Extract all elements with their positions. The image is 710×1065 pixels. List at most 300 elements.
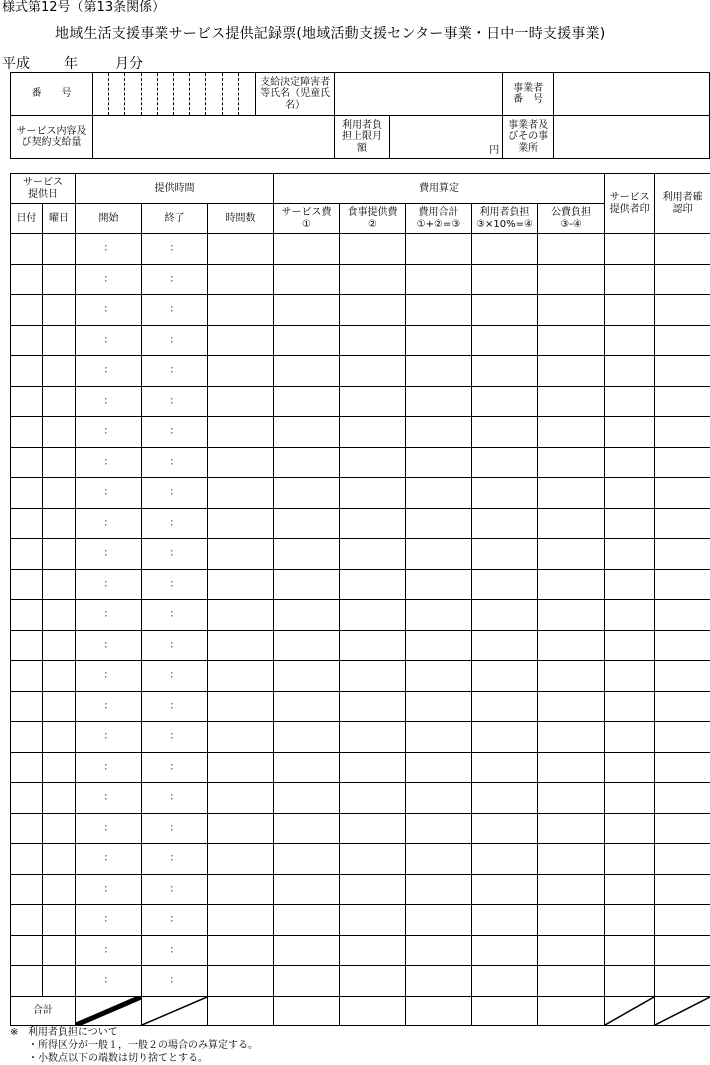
public-share-cell[interactable] <box>538 783 605 814</box>
service-fee-cell[interactable] <box>274 264 340 295</box>
weekday-cell[interactable] <box>43 386 76 417</box>
provider-seal-cell[interactable] <box>605 691 655 722</box>
total-fee-cell[interactable] <box>406 569 472 600</box>
provider-seal-cell[interactable] <box>605 295 655 326</box>
start-time-cell[interactable] <box>76 783 142 814</box>
total-fee-cell[interactable] <box>406 417 472 448</box>
user-share-cell[interactable] <box>472 600 538 631</box>
user-seal-cell[interactable] <box>655 783 710 814</box>
meal-fee-cell[interactable] <box>340 295 406 326</box>
total-fee-cell[interactable] <box>406 600 472 631</box>
total-fee-cell[interactable] <box>406 356 472 387</box>
user-seal-cell[interactable] <box>655 874 710 905</box>
provider-seal-cell[interactable] <box>605 234 655 265</box>
user-share-cell[interactable] <box>472 234 538 265</box>
day-cell[interactable] <box>11 691 43 722</box>
provider-seal-cell[interactable] <box>605 264 655 295</box>
total-fee-cell[interactable] <box>406 630 472 661</box>
hours-cell[interactable] <box>208 478 274 509</box>
service-fee-cell[interactable] <box>274 935 340 966</box>
end-time-cell[interactable] <box>142 539 208 570</box>
start-time-cell[interactable] <box>76 295 142 326</box>
meal-fee-cell[interactable] <box>340 813 406 844</box>
weekday-cell[interactable] <box>43 691 76 722</box>
number-digit-box[interactable] <box>125 73 141 116</box>
service-fee-cell[interactable] <box>274 295 340 326</box>
number-digit-box[interactable] <box>222 73 238 116</box>
public-share-cell[interactable] <box>538 600 605 631</box>
start-time-cell[interactable] <box>76 661 142 692</box>
meal-fee-cell[interactable] <box>340 356 406 387</box>
hours-cell[interactable] <box>208 386 274 417</box>
user-seal-cell[interactable] <box>655 295 710 326</box>
weekday-cell[interactable] <box>43 783 76 814</box>
day-cell[interactable] <box>11 539 43 570</box>
user-seal-cell[interactable] <box>655 722 710 753</box>
user-seal-cell[interactable] <box>655 661 710 692</box>
provider-seal-cell[interactable] <box>605 508 655 539</box>
meal-fee-cell[interactable] <box>340 478 406 509</box>
hours-cell[interactable] <box>208 813 274 844</box>
end-time-cell[interactable] <box>142 356 208 387</box>
total-fee-cell[interactable] <box>406 264 472 295</box>
meal-fee-cell[interactable] <box>340 935 406 966</box>
user-share-cell[interactable] <box>472 661 538 692</box>
start-time-cell[interactable] <box>76 417 142 448</box>
number-digit-box[interactable] <box>109 73 125 116</box>
day-cell[interactable] <box>11 935 43 966</box>
end-time-cell[interactable] <box>142 264 208 295</box>
start-time-cell[interactable] <box>76 356 142 387</box>
hours-cell[interactable] <box>208 600 274 631</box>
weekday-cell[interactable] <box>43 356 76 387</box>
end-time-cell[interactable] <box>142 630 208 661</box>
service-fee-cell[interactable] <box>274 478 340 509</box>
number-digit-box[interactable] <box>157 73 173 116</box>
user-share-cell[interactable] <box>472 783 538 814</box>
meal-fee-cell[interactable] <box>340 539 406 570</box>
start-time-cell[interactable] <box>76 508 142 539</box>
user-seal-cell[interactable] <box>655 691 710 722</box>
weekday-cell[interactable] <box>43 417 76 448</box>
end-time-cell[interactable] <box>142 478 208 509</box>
user-burden-field[interactable] <box>389 116 502 159</box>
provider-seal-cell[interactable] <box>605 783 655 814</box>
weekday-cell[interactable] <box>43 478 76 509</box>
hours-cell[interactable] <box>208 752 274 783</box>
provider-number-field[interactable] <box>553 73 709 116</box>
day-cell[interactable] <box>11 844 43 875</box>
start-time-cell[interactable] <box>76 813 142 844</box>
meal-fee-cell[interactable] <box>340 874 406 905</box>
public-share-cell[interactable] <box>538 752 605 783</box>
public-share-cell[interactable] <box>538 966 605 997</box>
total-fee-cell[interactable] <box>406 935 472 966</box>
end-time-cell[interactable] <box>142 966 208 997</box>
day-cell[interactable] <box>11 661 43 692</box>
weekday-cell[interactable] <box>43 295 76 326</box>
provider-seal-cell[interactable] <box>605 630 655 661</box>
public-share-cell[interactable] <box>538 264 605 295</box>
weekday-cell[interactable] <box>43 508 76 539</box>
meal-fee-cell[interactable] <box>340 447 406 478</box>
hours-cell[interactable] <box>208 905 274 936</box>
meal-fee-cell[interactable] <box>340 691 406 722</box>
provider-seal-cell[interactable] <box>605 539 655 570</box>
day-cell[interactable] <box>11 386 43 417</box>
public-share-cell[interactable] <box>538 691 605 722</box>
sum-hours-cell[interactable] <box>208 996 274 1025</box>
weekday-cell[interactable] <box>43 844 76 875</box>
start-time-cell[interactable] <box>76 600 142 631</box>
hours-cell[interactable] <box>208 508 274 539</box>
end-time-cell[interactable] <box>142 844 208 875</box>
hours-cell[interactable] <box>208 844 274 875</box>
meal-fee-cell[interactable] <box>340 569 406 600</box>
day-cell[interactable] <box>11 722 43 753</box>
end-time-cell[interactable] <box>142 295 208 326</box>
user-share-cell[interactable] <box>472 630 538 661</box>
number-digit-box[interactable] <box>93 73 109 116</box>
provider-seal-cell[interactable] <box>605 813 655 844</box>
user-seal-cell[interactable] <box>655 813 710 844</box>
number-digit-box[interactable] <box>206 73 222 116</box>
service-fee-cell[interactable] <box>274 783 340 814</box>
meal-fee-cell[interactable] <box>340 630 406 661</box>
end-time-cell[interactable] <box>142 722 208 753</box>
user-seal-cell[interactable] <box>655 966 710 997</box>
meal-fee-cell[interactable] <box>340 844 406 875</box>
sum-service-fee-cell[interactable] <box>274 996 340 1025</box>
total-fee-cell[interactable] <box>406 783 472 814</box>
user-seal-cell[interactable] <box>655 356 710 387</box>
end-time-cell[interactable] <box>142 569 208 600</box>
start-time-cell[interactable] <box>76 234 142 265</box>
public-share-cell[interactable] <box>538 356 605 387</box>
provider-seal-cell[interactable] <box>605 752 655 783</box>
weekday-cell[interactable] <box>43 447 76 478</box>
user-seal-cell[interactable] <box>655 325 710 356</box>
public-share-cell[interactable] <box>538 539 605 570</box>
start-time-cell[interactable] <box>76 722 142 753</box>
total-fee-cell[interactable] <box>406 508 472 539</box>
hours-cell[interactable] <box>208 295 274 326</box>
end-time-cell[interactable] <box>142 752 208 783</box>
day-cell[interactable] <box>11 234 43 265</box>
number-digit-box[interactable] <box>190 73 206 116</box>
public-share-cell[interactable] <box>538 478 605 509</box>
service-fee-cell[interactable] <box>274 508 340 539</box>
provider-seal-cell[interactable] <box>605 600 655 631</box>
service-fee-cell[interactable] <box>274 661 340 692</box>
user-share-cell[interactable] <box>472 935 538 966</box>
public-share-cell[interactable] <box>538 386 605 417</box>
user-seal-cell[interactable] <box>655 935 710 966</box>
start-time-cell[interactable] <box>76 386 142 417</box>
weekday-cell[interactable] <box>43 935 76 966</box>
user-seal-cell[interactable] <box>655 905 710 936</box>
start-time-cell[interactable] <box>76 752 142 783</box>
user-seal-cell[interactable] <box>655 539 710 570</box>
weekday-cell[interactable] <box>43 539 76 570</box>
user-share-cell[interactable] <box>472 386 538 417</box>
provider-seal-cell[interactable] <box>605 722 655 753</box>
public-share-cell[interactable] <box>538 813 605 844</box>
hours-cell[interactable] <box>208 447 274 478</box>
service-fee-cell[interactable] <box>274 813 340 844</box>
number-digit-box[interactable] <box>174 73 190 116</box>
total-fee-cell[interactable] <box>406 295 472 326</box>
total-fee-cell[interactable] <box>406 874 472 905</box>
provider-seal-cell[interactable] <box>605 478 655 509</box>
weekday-cell[interactable] <box>43 874 76 905</box>
total-fee-cell[interactable] <box>406 234 472 265</box>
weekday-cell[interactable] <box>43 325 76 356</box>
day-cell[interactable] <box>11 417 43 448</box>
hours-cell[interactable] <box>208 691 274 722</box>
service-fee-cell[interactable] <box>274 722 340 753</box>
hours-cell[interactable] <box>208 966 274 997</box>
provider-seal-cell[interactable] <box>605 325 655 356</box>
end-time-cell[interactable] <box>142 447 208 478</box>
user-share-cell[interactable] <box>472 508 538 539</box>
hours-cell[interactable] <box>208 783 274 814</box>
service-fee-cell[interactable] <box>274 874 340 905</box>
end-time-cell[interactable] <box>142 325 208 356</box>
weekday-cell[interactable] <box>43 661 76 692</box>
user-share-cell[interactable] <box>472 874 538 905</box>
public-share-cell[interactable] <box>538 844 605 875</box>
start-time-cell[interactable] <box>76 691 142 722</box>
user-share-cell[interactable] <box>472 813 538 844</box>
hours-cell[interactable] <box>208 661 274 692</box>
meal-fee-cell[interactable] <box>340 264 406 295</box>
hours-cell[interactable] <box>208 234 274 265</box>
provider-seal-cell[interactable] <box>605 935 655 966</box>
total-fee-cell[interactable] <box>406 691 472 722</box>
provider-seal-cell[interactable] <box>605 905 655 936</box>
public-share-cell[interactable] <box>538 325 605 356</box>
user-seal-cell[interactable] <box>655 752 710 783</box>
weekday-cell[interactable] <box>43 752 76 783</box>
day-cell[interactable] <box>11 752 43 783</box>
user-share-cell[interactable] <box>472 844 538 875</box>
service-fee-cell[interactable] <box>274 905 340 936</box>
service-fee-cell[interactable] <box>274 386 340 417</box>
start-time-cell[interactable] <box>76 966 142 997</box>
meal-fee-cell[interactable] <box>340 905 406 936</box>
total-fee-cell[interactable] <box>406 966 472 997</box>
hours-cell[interactable] <box>208 874 274 905</box>
weekday-cell[interactable] <box>43 264 76 295</box>
total-fee-cell[interactable] <box>406 661 472 692</box>
weekday-cell[interactable] <box>43 722 76 753</box>
end-time-cell[interactable] <box>142 508 208 539</box>
user-seal-cell[interactable] <box>655 417 710 448</box>
weekday-cell[interactable] <box>43 813 76 844</box>
end-time-cell[interactable] <box>142 600 208 631</box>
public-share-cell[interactable] <box>538 234 605 265</box>
weekday-cell[interactable] <box>43 630 76 661</box>
provider-seal-cell[interactable] <box>605 874 655 905</box>
start-time-cell[interactable] <box>76 935 142 966</box>
public-share-cell[interactable] <box>538 417 605 448</box>
sum-user-share-cell[interactable] <box>472 996 538 1025</box>
day-cell[interactable] <box>11 478 43 509</box>
meal-fee-cell[interactable] <box>340 966 406 997</box>
start-time-cell[interactable] <box>76 905 142 936</box>
hours-cell[interactable] <box>208 325 274 356</box>
meal-fee-cell[interactable] <box>340 234 406 265</box>
public-share-cell[interactable] <box>538 569 605 600</box>
meal-fee-cell[interactable] <box>340 386 406 417</box>
user-share-cell[interactable] <box>472 539 538 570</box>
start-time-cell[interactable] <box>76 325 142 356</box>
user-share-cell[interactable] <box>472 478 538 509</box>
weekday-cell[interactable] <box>43 905 76 936</box>
day-cell[interactable] <box>11 356 43 387</box>
day-cell[interactable] <box>11 569 43 600</box>
meal-fee-cell[interactable] <box>340 508 406 539</box>
service-fee-cell[interactable] <box>274 630 340 661</box>
weekday-cell[interactable] <box>43 569 76 600</box>
user-seal-cell[interactable] <box>655 386 710 417</box>
public-share-cell[interactable] <box>538 722 605 753</box>
user-seal-cell[interactable] <box>655 447 710 478</box>
end-time-cell[interactable] <box>142 874 208 905</box>
hours-cell[interactable] <box>208 630 274 661</box>
weekday-cell[interactable] <box>43 600 76 631</box>
provider-office-field[interactable] <box>553 116 709 159</box>
day-cell[interactable] <box>11 630 43 661</box>
hours-cell[interactable] <box>208 356 274 387</box>
provider-seal-cell[interactable] <box>605 966 655 997</box>
end-time-cell[interactable] <box>142 691 208 722</box>
provider-seal-cell[interactable] <box>605 356 655 387</box>
start-time-cell[interactable] <box>76 874 142 905</box>
hours-cell[interactable] <box>208 539 274 570</box>
user-seal-cell[interactable] <box>655 600 710 631</box>
user-share-cell[interactable] <box>472 752 538 783</box>
meal-fee-cell[interactable] <box>340 783 406 814</box>
start-time-cell[interactable] <box>76 630 142 661</box>
user-share-cell[interactable] <box>472 691 538 722</box>
day-cell[interactable] <box>11 447 43 478</box>
day-cell[interactable] <box>11 905 43 936</box>
weekday-cell[interactable] <box>43 234 76 265</box>
meal-fee-cell[interactable] <box>340 661 406 692</box>
public-share-cell[interactable] <box>538 935 605 966</box>
total-fee-cell[interactable] <box>406 905 472 936</box>
public-share-cell[interactable] <box>538 295 605 326</box>
service-fee-cell[interactable] <box>274 752 340 783</box>
user-share-cell[interactable] <box>472 905 538 936</box>
day-cell[interactable] <box>11 813 43 844</box>
start-time-cell[interactable] <box>76 264 142 295</box>
day-cell[interactable] <box>11 508 43 539</box>
meal-fee-cell[interactable] <box>340 752 406 783</box>
total-fee-cell[interactable] <box>406 722 472 753</box>
user-share-cell[interactable] <box>472 447 538 478</box>
hours-cell[interactable] <box>208 264 274 295</box>
public-share-cell[interactable] <box>538 447 605 478</box>
service-fee-cell[interactable] <box>274 447 340 478</box>
provider-seal-cell[interactable] <box>605 447 655 478</box>
public-share-cell[interactable] <box>538 905 605 936</box>
service-fee-cell[interactable] <box>274 966 340 997</box>
total-fee-cell[interactable] <box>406 813 472 844</box>
meal-fee-cell[interactable] <box>340 417 406 448</box>
day-cell[interactable] <box>11 600 43 631</box>
meal-fee-cell[interactable] <box>340 325 406 356</box>
user-share-cell[interactable] <box>472 569 538 600</box>
user-share-cell[interactable] <box>472 325 538 356</box>
public-share-cell[interactable] <box>538 630 605 661</box>
end-time-cell[interactable] <box>142 905 208 936</box>
day-cell[interactable] <box>11 874 43 905</box>
day-cell[interactable] <box>11 783 43 814</box>
provider-seal-cell[interactable] <box>605 386 655 417</box>
start-time-cell[interactable] <box>76 844 142 875</box>
sum-total-fee-cell[interactable] <box>406 996 472 1025</box>
service-fee-cell[interactable] <box>274 600 340 631</box>
user-share-cell[interactable] <box>472 966 538 997</box>
end-time-cell[interactable] <box>142 386 208 417</box>
hours-cell[interactable] <box>208 722 274 753</box>
total-fee-cell[interactable] <box>406 325 472 356</box>
user-seal-cell[interactable] <box>655 630 710 661</box>
total-fee-cell[interactable] <box>406 478 472 509</box>
number-digit-box[interactable] <box>238 73 255 116</box>
day-cell[interactable] <box>11 966 43 997</box>
provider-seal-cell[interactable] <box>605 844 655 875</box>
recipient-name-field[interactable] <box>335 73 503 116</box>
service-fee-cell[interactable] <box>274 234 340 265</box>
start-time-cell[interactable] <box>76 447 142 478</box>
public-share-cell[interactable] <box>538 874 605 905</box>
hours-cell[interactable] <box>208 569 274 600</box>
user-share-cell[interactable] <box>472 356 538 387</box>
user-seal-cell[interactable] <box>655 569 710 600</box>
sum-meal-fee-cell[interactable] <box>340 996 406 1025</box>
total-fee-cell[interactable] <box>406 386 472 417</box>
start-time-cell[interactable] <box>76 539 142 570</box>
end-time-cell[interactable] <box>142 935 208 966</box>
provider-seal-cell[interactable] <box>605 661 655 692</box>
hours-cell[interactable] <box>208 935 274 966</box>
weekday-cell[interactable] <box>43 966 76 997</box>
day-cell[interactable] <box>11 264 43 295</box>
total-fee-cell[interactable] <box>406 539 472 570</box>
service-content-field[interactable] <box>93 116 335 159</box>
provider-seal-cell[interactable] <box>605 569 655 600</box>
user-share-cell[interactable] <box>472 295 538 326</box>
service-fee-cell[interactable] <box>274 325 340 356</box>
end-time-cell[interactable] <box>142 661 208 692</box>
number-digit-box[interactable] <box>141 73 157 116</box>
provider-seal-cell[interactable] <box>605 417 655 448</box>
total-fee-cell[interactable] <box>406 752 472 783</box>
service-fee-cell[interactable] <box>274 569 340 600</box>
public-share-cell[interactable] <box>538 508 605 539</box>
start-time-cell[interactable] <box>76 478 142 509</box>
user-share-cell[interactable] <box>472 264 538 295</box>
total-fee-cell[interactable] <box>406 447 472 478</box>
user-seal-cell[interactable] <box>655 844 710 875</box>
user-share-cell[interactable] <box>472 722 538 753</box>
service-fee-cell[interactable] <box>274 691 340 722</box>
user-share-cell[interactable] <box>472 417 538 448</box>
